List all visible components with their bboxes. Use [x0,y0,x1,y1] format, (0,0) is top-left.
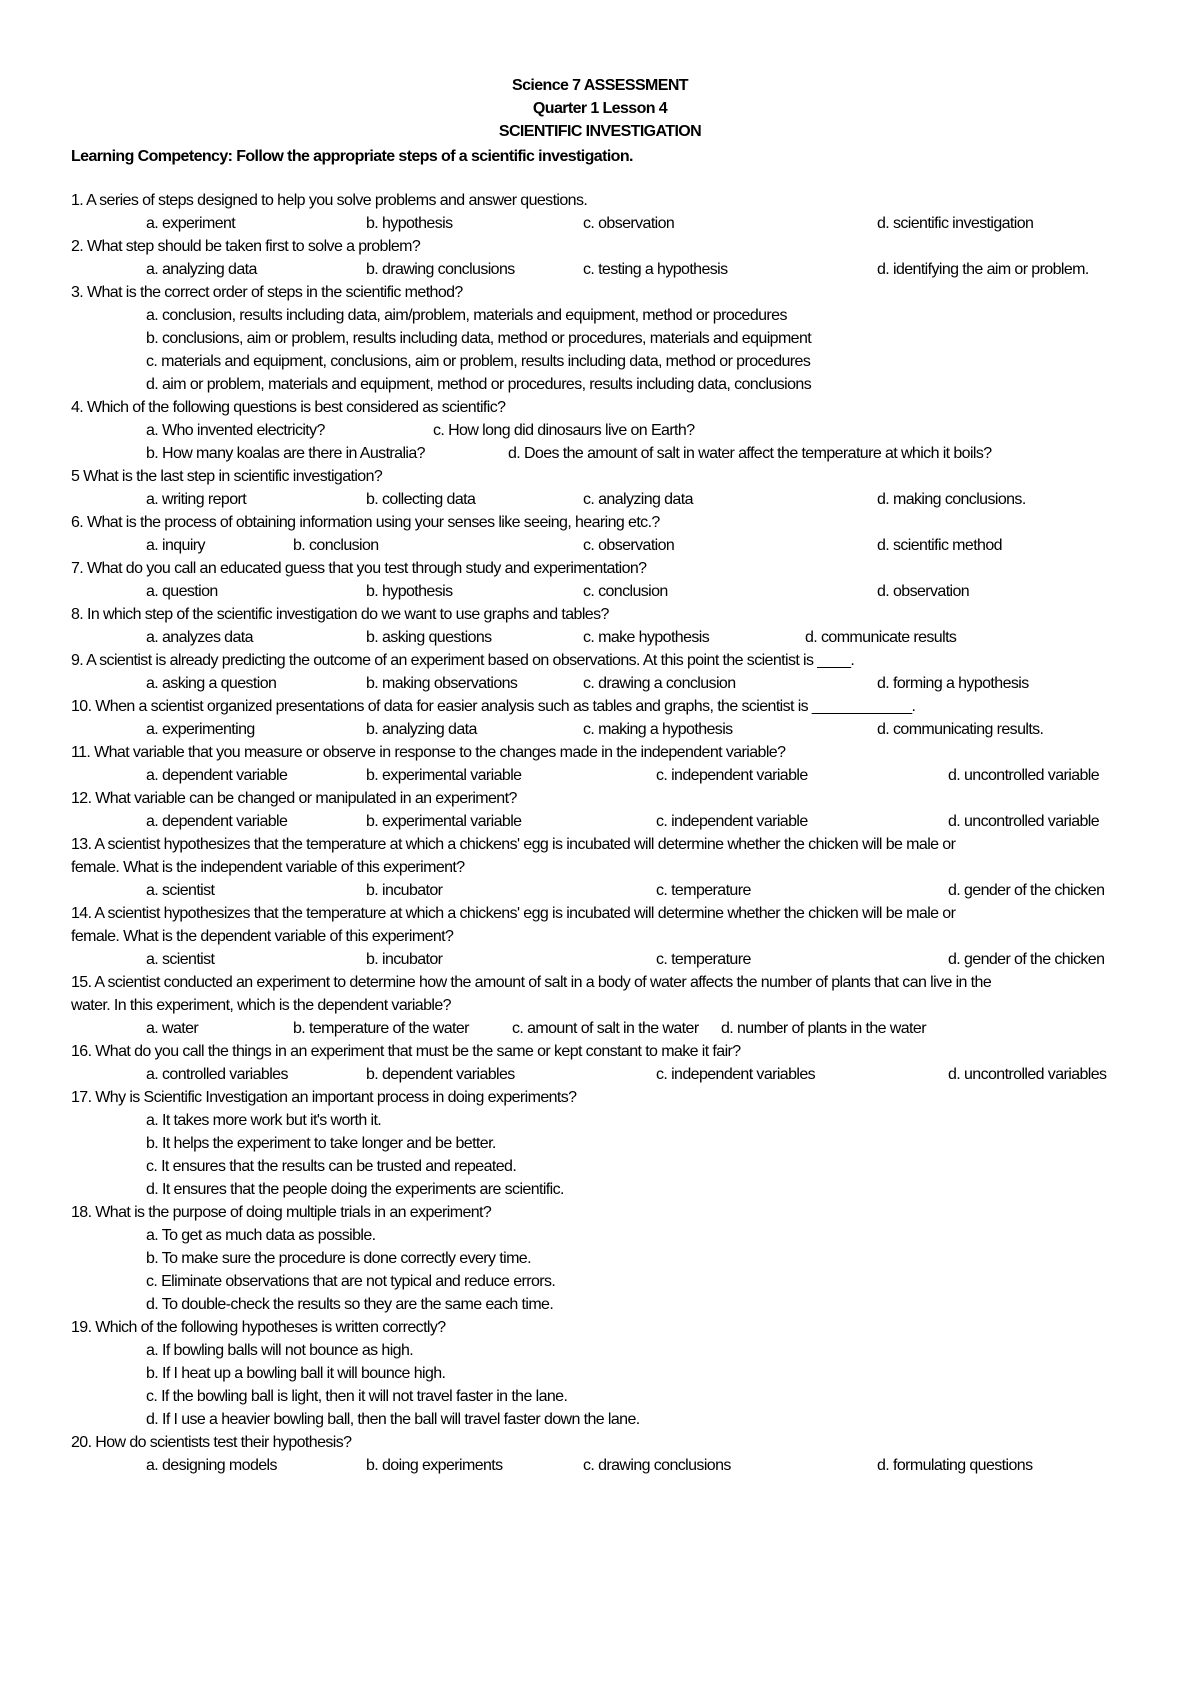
option-b: b. asking questions [366,629,492,646]
option-d: d. aim or problem, materials and equipment, method or procedures, results including data, conclusions [146,376,812,393]
question-20 [71,1431,1191,1477]
option-a: a. water [146,1020,199,1037]
option-row [71,879,1191,902]
question-9 [71,649,1191,695]
option-row [71,626,1191,649]
question-stem-continued: water. In this experiment, which is the dependent variable? [71,997,451,1014]
question-stem: 7. What do you call an educated guess that you test through study and experimentation? [71,560,647,577]
option-c: c. Eliminate observations that are not typical and reduce errors. [146,1273,556,1290]
option-list [71,1339,1191,1431]
option-a: a. designing models [146,1457,277,1474]
learning-competency: Learning Competency: Follow the appropriate steps of a scientific investigation. [71,148,633,165]
option-c: c. analyzing data [583,491,693,508]
question-stem: 18. What is the purpose of doing multiple trials in an experiment? [71,1204,492,1221]
question-11 [71,741,1191,787]
question-10 [71,695,1191,741]
question-stem: 10. When a scientist organized presentations of data for easier analysis such as tables and graphs, the scientist is ____________. [71,698,916,715]
option-d: d. gender of the chicken [948,951,1105,968]
question-8 [71,603,1191,649]
question-2 [71,235,1191,281]
question-stem-continued: female. What is the dependent variable of this experiment? [71,928,454,945]
option-b: b. experimental variable [366,767,522,784]
option-b: b. It helps the experiment to take longer and be better. [146,1135,496,1152]
option-d: d. gender of the chicken [948,882,1105,899]
document-header [0,74,1200,143]
question-4 [71,396,1191,465]
option-row [71,810,1191,833]
option-d: d. uncontrolled variables [948,1066,1107,1083]
option-d: d. identifying the aim or problem. [877,261,1089,278]
option-c: c. drawing conclusions [583,1457,731,1474]
document-title: Science 7 ASSESSMENT [512,77,688,94]
option-list [71,1109,1191,1201]
option-c: c. It ensures that the results can be trusted and repeated. [146,1158,517,1175]
option-row [71,419,1191,442]
option-a: a. If bowling balls will not bounce as high. [146,1342,414,1359]
option-d: d. communicate results [805,629,957,646]
question-stem: 6. What is the process of obtaining information using your senses like seeing, hearing etc.? [71,514,660,531]
option-list [71,1224,1191,1316]
option-d: d. uncontrolled variable [948,767,1100,784]
option-c: c. making a hypothesis [583,721,733,738]
option-row [71,442,1191,465]
option-b: b. conclusions, aim or problem, results including data, method or procedures, materials and equipment [146,330,812,347]
question-3 [71,281,1191,396]
question-stem: 17. Why is Scientific Investigation an important process in doing experiments? [71,1089,577,1106]
question-12 [71,787,1191,833]
option-a: a. analyzing data [146,261,257,278]
question-7 [71,557,1191,603]
option-d: d. If I use a heavier bowling ball, then the ball will travel faster down the lane. [146,1411,640,1428]
option-row [71,212,1191,235]
option-a: a. writing report [146,491,247,508]
question-stem: 3. What is the correct order of steps in the scientific method? [71,284,463,301]
option-a: a. It takes more work but it's worth it. [146,1112,382,1129]
question-stem: 4. Which of the following questions is best considered as scientific? [71,399,506,416]
question-13 [71,833,1191,902]
question-stem: 20. How do scientists test their hypothesis? [71,1434,352,1451]
option-b: b. analyzing data [366,721,477,738]
question-stem: 8. In which step of the scientific investigation do we want to use graphs and tables? [71,606,609,623]
option-d: d. formulating questions [877,1457,1033,1474]
option-c: c. independent variables [656,1066,816,1083]
document-subtitle-quarter: Quarter 1 Lesson 4 [532,100,668,117]
option-d: d. Does the amount of salt in water affect the temperature at which it boils? [508,445,992,462]
question-19 [71,1316,1191,1431]
question-6 [71,511,1191,557]
option-a: a. dependent variable [146,813,288,830]
question-stem: 12. What variable can be changed or manipulated in an experiment? [71,790,517,807]
question-stem: 1. A series of steps designed to help you solve problems and answer questions. [71,192,588,209]
option-a: a. scientist [146,951,215,968]
option-b: b. experimental variable [366,813,522,830]
option-c: c. testing a hypothesis [583,261,728,278]
option-a: a. asking a question [146,675,277,692]
question-stem: 16. What do you call the things in an experiment that must be the same or kept constant to make it fair? [71,1043,741,1060]
option-a: a. inquiry [146,537,205,554]
option-c: c. make hypothesis [583,629,710,646]
option-c: c. observation [583,215,675,232]
option-row [71,580,1191,603]
question-stem: 15. A scientist conducted an experiment to determine how the amount of salt in a body of water affects the number of plants that can live in the [71,974,992,991]
question-stem: 5 What is the last step in scientific investigation? [71,468,383,485]
option-c: c. independent variable [656,767,808,784]
option-a: a. conclusion, results including data, aim/problem, materials and equipment, method or procedures [146,307,787,324]
option-c: c. temperature [656,951,751,968]
option-c: c. How long did dinosaurs live on Earth? [433,422,695,439]
option-a: a. dependent variable [146,767,288,784]
option-b: b. How many koalas are there in Australia? [146,445,425,462]
option-b: b. incubator [366,951,443,968]
option-b: b. temperature of the water [293,1020,469,1037]
question-stem: 14. A scientist hypothesizes that the temperature at which a chickens' egg is incubated will determine whether the chicken will be male or [71,905,956,922]
option-c: c. drawing a conclusion [583,675,736,692]
document-topic: SCIENTIFIC INVESTIGATION [498,123,702,140]
option-c: c. independent variable [656,813,808,830]
option-d: d. making conclusions. [877,491,1026,508]
question-17 [71,1086,1191,1201]
question-stem: 19. Which of the following hypotheses is written correctly? [71,1319,446,1336]
question-5 [71,465,1191,511]
question-16 [71,1040,1191,1086]
option-c: c. amount of salt in the water [512,1020,699,1037]
option-d: d. scientific investigation [877,215,1034,232]
option-row [71,258,1191,281]
option-a: a. analyzes data [146,629,253,646]
option-row [71,672,1191,695]
option-d: d. observation [877,583,970,600]
option-b: b. conclusion [293,537,379,554]
option-c: c. temperature [656,882,751,899]
option-row [71,1017,1191,1040]
option-d: d. To double-check the results so they are the same each time. [146,1296,554,1313]
question-15 [71,971,1191,1040]
option-c: c. If the bowling ball is light, then it will not travel faster in the lane. [146,1388,568,1405]
option-c: c. materials and equipment, conclusions, aim or problem, results including data, method or procedures [146,353,811,370]
option-a: a. scientist [146,882,215,899]
option-d: d. forming a hypothesis [877,675,1029,692]
option-b: b. drawing conclusions [366,261,515,278]
option-row [71,718,1191,741]
option-a: a. experiment [146,215,236,232]
option-b: b. If I heat up a bowling ball it will bounce high. [146,1365,446,1382]
option-b: b. To make sure the procedure is done correctly every time. [146,1250,531,1267]
question-stem: 13. A scientist hypothesizes that the temperature at which a chickens' egg is incubated will determine whether the chicken will be male or [71,836,956,853]
option-row [71,948,1191,971]
option-list [71,304,1191,396]
option-b: b. hypothesis [366,215,453,232]
question-stem: 11. What variable that you measure or observe in response to the changes made in the independent variable? [71,744,786,761]
option-a: a. experimenting [146,721,255,738]
option-a: a. To get as much data as possible. [146,1227,376,1244]
question-stem: 2. What step should be taken first to solve a problem? [71,238,421,255]
question-14 [71,902,1191,971]
option-d: d. uncontrolled variable [948,813,1100,830]
option-c: c. observation [583,537,675,554]
option-d: d. It ensures that the people doing the experiments are scientific. [146,1181,564,1198]
option-a: a. Who invented electricity? [146,422,325,439]
question-1 [71,189,1191,235]
option-row [71,534,1191,557]
option-row [71,1454,1191,1477]
option-d: d. communicating results. [877,721,1044,738]
option-row [71,1063,1191,1086]
question-stem: 9. A scientist is already predicting the outcome of an experiment based on observations. At this point the scientist is ____. [71,652,855,669]
question-18 [71,1201,1191,1316]
option-a: a. question [146,583,218,600]
option-c: c. conclusion [583,583,668,600]
option-b: b. dependent variables [366,1066,515,1083]
option-a: a. controlled variables [146,1066,288,1083]
option-d: d. number of plants in the water [721,1020,926,1037]
option-b: b. collecting data [366,491,476,508]
option-b: b. hypothesis [366,583,453,600]
option-b: b. making observations [366,675,518,692]
option-b: b. doing experiments [366,1457,503,1474]
question-list [71,189,1191,1477]
option-row [71,488,1191,511]
option-d: d. scientific method [877,537,1002,554]
question-stem-continued: female. What is the independent variable of this experiment? [71,859,465,876]
option-b: b. incubator [366,882,443,899]
option-row [71,764,1191,787]
